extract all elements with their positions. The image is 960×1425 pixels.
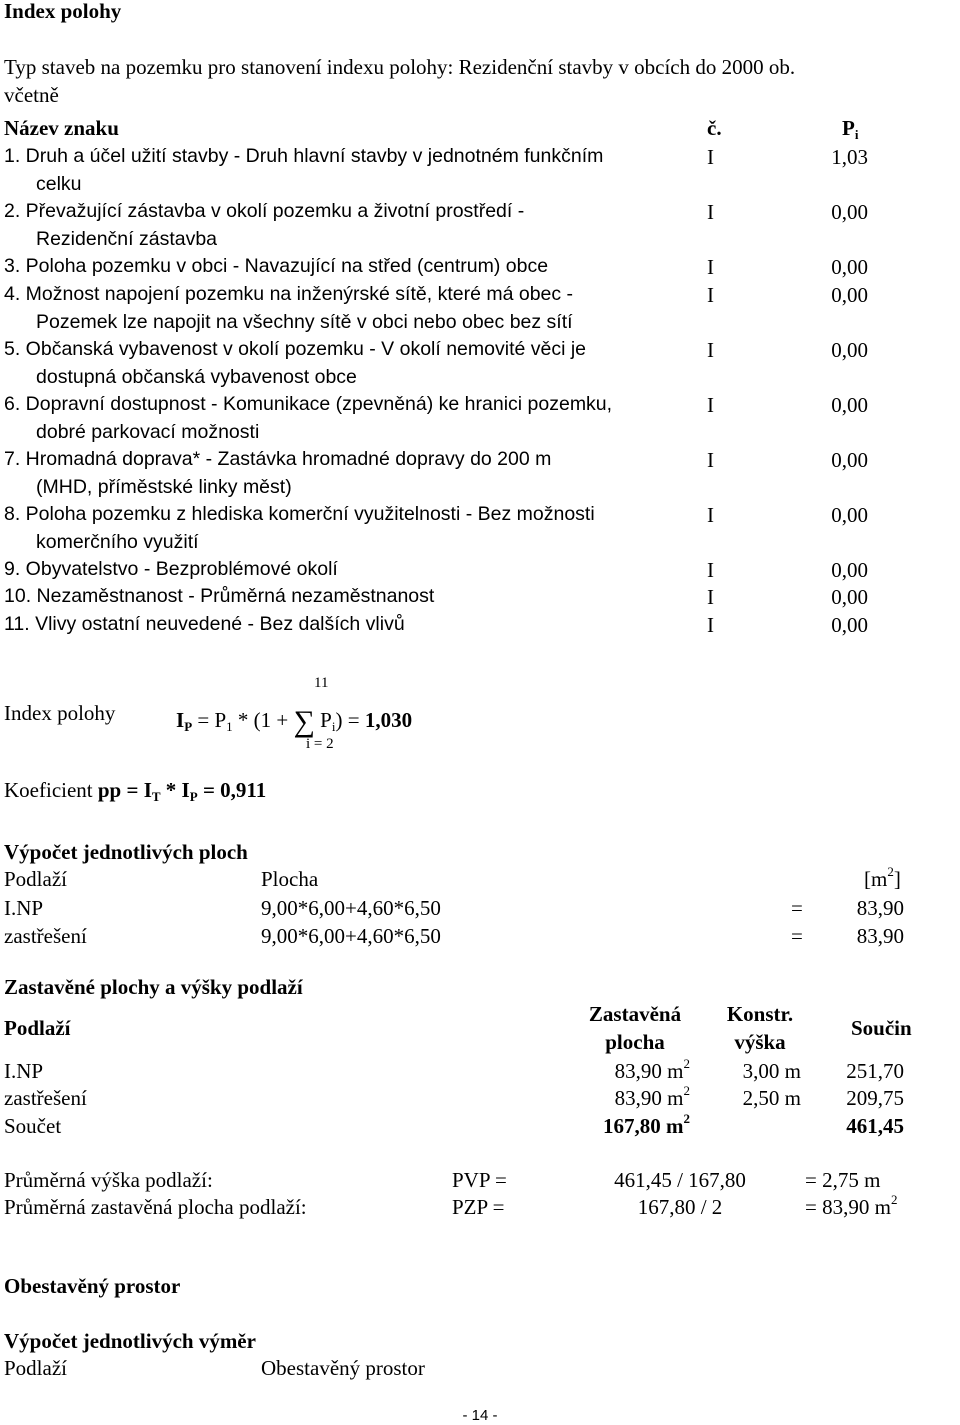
criterion-text: 11. Vlivy ostatní neuvedené - Bez dalších vlivů (4, 612, 405, 635)
intro-line-1: Typ staveb na pozemku pro stanovení indexu polohy: Rezidenční stavby v obcích do 2000 ob. (4, 55, 796, 79)
criterion-text: Rezidenční zástavba (36, 228, 218, 250)
average-code: PZP = (452, 1195, 505, 1219)
built-sum-area: 167,80 $m^2$ (603, 1111, 690, 1138)
criterion-text: 8. Poloha pozemku z hlediska komerční využitelnosti - Bez možnosti (4, 502, 595, 525)
areas-row-eq: = (791, 924, 803, 948)
criterion-text: Pozemek lze napojit na všechny sítě v obci nebo obec bez sítí (36, 310, 573, 333)
average-calc: 461,45 / 167,80 (614, 1168, 746, 1192)
volume-col-floor: Podlaží (4, 1356, 67, 1380)
index-formula: $I_P = P_1 * (1$ + ∑ $P_i) = 1,030$ (176, 705, 413, 738)
criterion-text: 6. Dopravní dostupnost - Komunikace (zpevněná) ke hranici pozemku, (4, 392, 613, 415)
criterion-value: 0,00 (831, 447, 868, 472)
areas-row-floor: I.NP (4, 896, 44, 920)
areas-col-unit: $[m^2]$ (864, 864, 901, 891)
areas-row-floor: zastřešení (4, 924, 87, 948)
criteria-header-p: $P_i$ (842, 116, 859, 142)
built-row-area: 83,90 $m^2$ (614, 1083, 690, 1110)
criterion-num: I (707, 447, 714, 472)
built-sum-label: Součet (4, 1114, 62, 1138)
built-row-floor: I.NP (4, 1059, 44, 1083)
average-result: = 83,90 $m^2$ (805, 1192, 898, 1219)
built-col-area-1: Zastavěná (588, 1002, 682, 1026)
areas-col-area: Plocha (261, 867, 319, 891)
criterion-value: 0,00 (831, 585, 868, 609)
criterion-value: 0,00 (831, 557, 868, 582)
sum-lower-bound: i = 2 (306, 736, 334, 752)
average-result: = 2,75 m (805, 1168, 881, 1192)
built-col-area-2: plocha (605, 1030, 665, 1054)
criterion-num: I (707, 502, 714, 527)
sigma-symbol: ∑ (293, 705, 315, 738)
built-row-floor: zastřešení (4, 1086, 87, 1110)
intro-line-2: včetně (4, 83, 59, 107)
volume-title: Obestavěný prostor (4, 1274, 181, 1298)
built-row-height: 3,00 m (742, 1059, 801, 1083)
criterion-text: komerčního využití (36, 530, 199, 553)
criterion-value: 0,00 (831, 255, 868, 279)
criterion-value: 0,00 (831, 612, 868, 637)
built-row-product: 251,70 (846, 1059, 904, 1083)
criterion-text: 2. Převažující zástavba v okolí pozemku a životní prostředí - (4, 200, 525, 222)
criterion-value: 0,00 (831, 502, 868, 527)
average-code: PVP = (452, 1168, 507, 1192)
criterion-text: 3. Poloha pozemku v obci - Navazující na střed (centrum) obce (4, 255, 549, 277)
volume-subtitle: Výpočet jednotlivých výměr (4, 1329, 256, 1353)
criterion-text: 1. Druh a účel užití stavby - Druh hlavní stavby v jednotném funkčním (4, 145, 604, 167)
areas-row-formula: 9,00*6,00+4,60*6,50 (261, 896, 441, 920)
criterion-num: I (707, 200, 714, 224)
koeficient-line: Koeficient pp = $I_T * I_P = 0,911$ (4, 778, 267, 804)
criterion-num: I (707, 255, 714, 279)
criterion-num: I (707, 145, 714, 169)
criterion-text: celku (36, 173, 82, 195)
criterion-value: 1,03 (831, 145, 868, 169)
criterion-value: 0,00 (831, 282, 868, 307)
average-label: Průměrná zastavěná plocha podlaží: (4, 1195, 307, 1219)
sum-upper-bound: 11 (314, 675, 329, 691)
index-label: Index polohy (4, 701, 116, 725)
criterion-value: 0,00 (831, 392, 868, 417)
criterion-num: I (707, 282, 714, 307)
criterion-value: 0,00 (831, 200, 868, 224)
criterion-num: I (707, 337, 714, 362)
areas-row-value: 83,90 (856, 896, 904, 920)
criteria-header-num: č. (707, 116, 722, 140)
built-row-product: 209,75 (846, 1086, 904, 1110)
criterion-num: I (707, 392, 714, 417)
criterion-text: (MHD, příměstské linky měst) (36, 475, 292, 498)
built-title: Zastavěné plochy a výšky podlaží (4, 975, 303, 999)
criterion-text: 7. Hromadná doprava* - Zastávka hromadné dopravy do 200 m (4, 447, 552, 470)
criterion-value: 0,00 (831, 337, 868, 362)
areas-title: Výpočet jednotlivých ploch (4, 840, 248, 864)
volume-col-volume: Obestavěný prostor (261, 1356, 425, 1380)
areas-row-value: 83,90 (856, 924, 904, 948)
areas-row-eq: = (791, 896, 803, 920)
built-col-floor: Podlaží (4, 1016, 71, 1040)
criterion-text: 9. Obyvatelstvo - Bezproblémové okolí (4, 557, 338, 580)
built-row-height: 2,50 m (742, 1086, 801, 1110)
page-number: - 14 - (462, 1407, 498, 1424)
areas-col-floor: Podlaží (4, 867, 67, 891)
criterion-num: I (707, 612, 714, 637)
built-sum-product: 461,45 (846, 1114, 904, 1138)
built-row-area: 83,90 $m^2$ (614, 1056, 690, 1083)
criterion-text: 4. Možnost napojení pozemku na inženýrské sítě, které má obec - (4, 282, 574, 305)
average-label: Průměrná výška podlaží: (4, 1168, 213, 1192)
criterion-num: I (707, 557, 714, 582)
page-title: Index polohy (4, 0, 122, 23)
built-col-height-2: výška (734, 1030, 786, 1054)
criterion-text: dobré parkovací možnosti (36, 420, 260, 443)
criterion-text: 10. Nezaměstnanost - Průměrná nezaměstnanost (4, 585, 435, 607)
criterion-num: I (707, 585, 714, 609)
built-col-height-1: Konstr. (726, 1002, 794, 1026)
average-calc: 167,80 / 2 (637, 1195, 723, 1219)
areas-row-formula: 9,00*6,00+4,60*6,50 (261, 924, 441, 948)
criterion-text: 5. Občanská vybavenost v okolí pozemku - V okolí nemovité věci je (4, 337, 587, 360)
built-col-product: Součin (851, 1016, 912, 1040)
criteria-header-name: Název znaku (4, 116, 119, 140)
criterion-text: dostupná občanská vybavenost obce (36, 365, 357, 388)
